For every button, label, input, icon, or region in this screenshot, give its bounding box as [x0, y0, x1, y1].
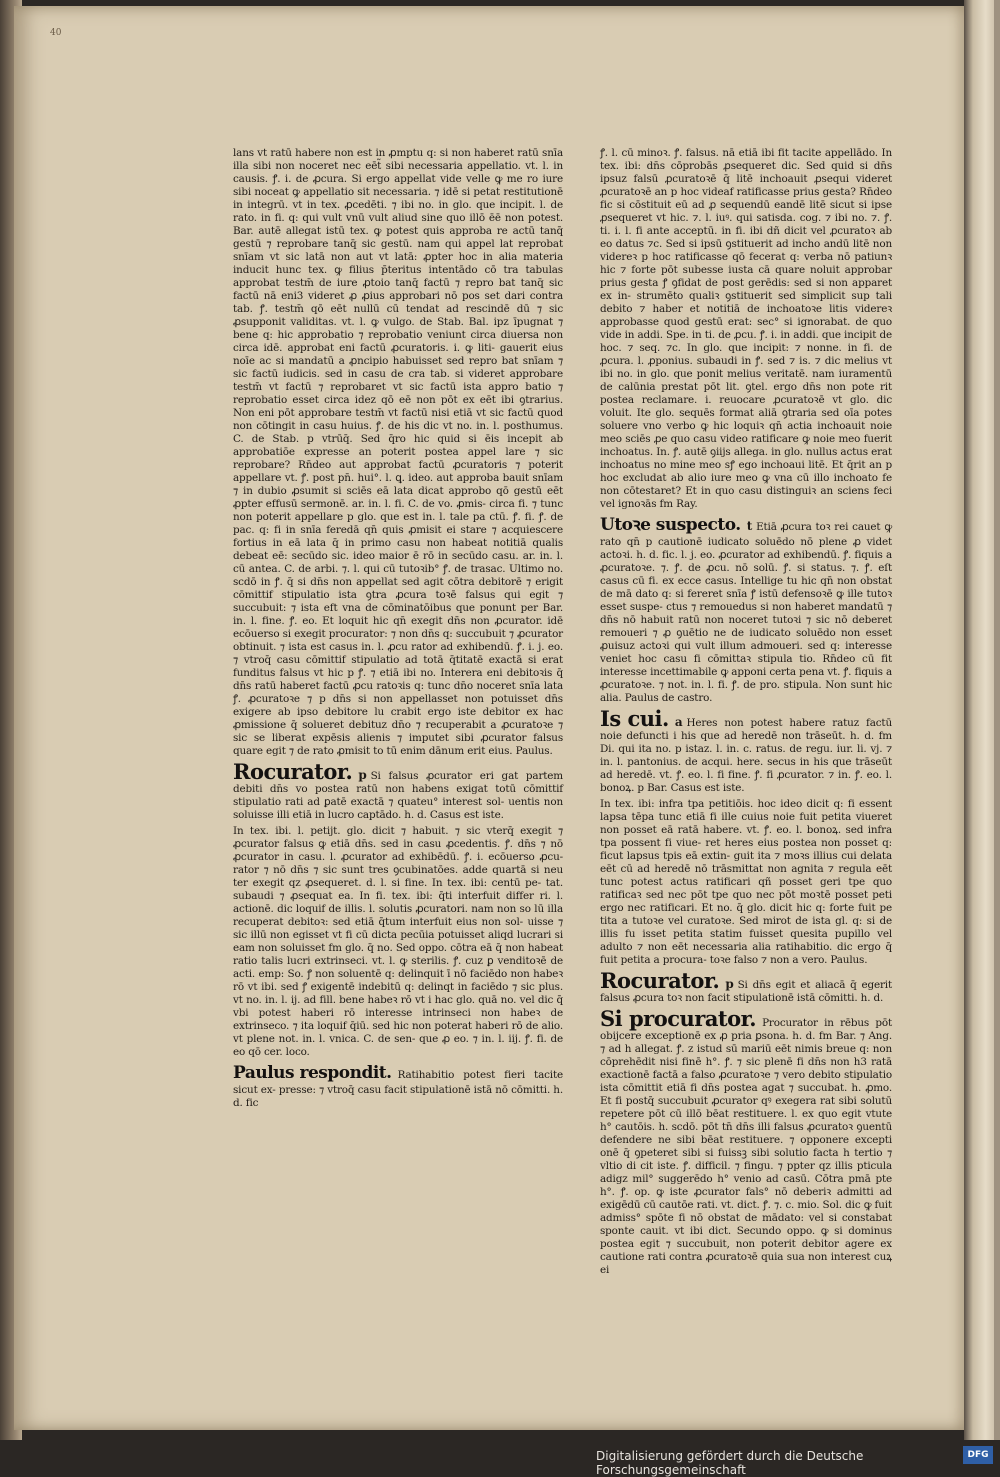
- body-text: Heres non potest habere ratuz factū noie defuncti i his que ad heredē non trāseūt. h. d. fm Di. qui ita no. p istaz. l. in. c. ratus. de regu. iur. li. vj. ⁊ in. l. pantonius. de acqui. here. secus in his que trāseūt ad heredē. vt. ꝭ. eo. l. fi fine. ꝭ. fi ꝓcurator. ⁊ in. ꝭ. eo. l. bonoꝝ. p Bar. Casus est iste.: [600, 717, 892, 794]
- guide-letter: p: [725, 977, 734, 991]
- book-right-edge: [964, 0, 1000, 1440]
- body-text: Si dn̄s egit et aliacā q̄ egerit falsus ꝓcura toꝛ non facit stipulationē istā cōmitti. h. d.: [600, 979, 892, 1004]
- lemma-heading: Rocurator.: [233, 759, 353, 784]
- body-text: lans vt ratū habere non est in ꝓmptu q: si non haberet ratū snīa illa sibi non noceret nec eēt̃ sibi necessaria appellatio. vt. l. in causis. ꝭ. i. de ꝓcura. Si ergo appellat vide velle ꝙ me ro iure sibi noceat ꝙ appellatio sit necessaria. ⁊ idē si petat restitutionē in integrū. vt in tex. ꝓcedēti. ⁊ ibi no. in glo. que incipit. l. de rato. in fi. q: qui vult vnū vult aliud sine quo illō ēē non potest. Bar. autē allegat istū tex. ꝙ potest quis approba re actū tanq̄ gestū ⁊ reprobare tanq̄ sic gestū. nam qui appel lat reprobat snīam vt sic latā non aut vt latā: ꝓpter hoc in alia materia inducit hunc tex. ꝙ filius p̄teritus intentādo cō tra tabulas approbat testm̄ de iure ꝓtoio tanq̄ factū ⁊ repro bat tanq̄ sic factū nā eni3 videret ꝓ ꝓius approbari nō pos set dari contra tab. ꝭ. testm̄ qō eēt nullū cū tendat ad rescindē dū ⁊ sic ꝓsupponit validitas. vt. l. ꝙ vulgo. de Stab. Bal. ipz īpugnat ⁊ bene q: hic approbatio ⁊ reprobatio veniunt circa diuersa non circa idē. approbat eni factū ꝓcuratoris. i. ꝙ liti- gauerit eius noīe ac si mandatū a ꝓncipio habuisset sed repro bat snīam ⁊ sic factū iudicis. sed in casu de cra tab. si videret approbare testm̄ vt factū ⁊ reprobaret vt sic factū ista appro batio ⁊ reprobatio esset circa idez qō eē non pōt ex eēt ibi ꝯtrarius. Non eni pōt approbare testm̄ vt factū nisi etiā vt sic factū quod non cōtingit in casu huius. ꝭ. de his dic vt no. in. l. posthumus. C. de Stab. p vtrūq̄. Sed q̄ro hic quid si ēis incepit ab approbatiōe expresse an poterit postea appel lare ⁊ sic reprobare? Rn̄deo aut approbat factū ꝓcuratoris ⁊ poterit appellare vt. ꝭ. post pn̄. hui°. l. ꝗ. ideo. aut approba bauit snīam ⁊ in dubio ꝓsumit si sciēs eā lata dicat approbo qō gestū eēt ꝓpter effusū sermonē. ar. in. l. fi. C. de vo. ꝓmis- circa fi. ⁊ tunc non poterit appellare p glo. que est in. l. tale pa ctū. ꝭ. fi. ꝭ. de pac. q: fi in snīa feredā qn̄ quis ꝓmisit ei stare ⁊ acquiescere fortius in eā lata q̄ in primo casu non habeat notitiā qualis debeat eē: secūdo sic. ideo maior ē rō in secūdo casu. ar. in. l. cū antea. C. de arbi. ⁊. l. qui cū tutoꝛib° ꝭ. de trasac. Ultimo no. scdō in ꝭ. q̄ si dn̄s non appellat sed agit cōtra debitorē ⁊ erigit cōmittif stipulatio ista ꝯtra ꝓcura toꝛē falsus qui egit ⁊ succubuit: ⁊ ista eft vna de cōminatōibus que ponunt per Bar. in. l. fine. ꝭ. eo. Et loquit hic qn̄ exegit dn̄s non ꝓcurator. idē ecōuerso si exegit procurator: ⁊ non dn̄s q: succubuit ⁊ ꝓcurator obtinuit. ⁊ ista est casus in. l. ꝓcu rator ad exhibendū. ꝭ. i. j. eo. ⁊ vtroq̄ casu cōmittif stipulatio ad totā q̄titatē exactā si erat funditus falsus vt hic p ꝭ. ⁊ etiā ibi no. Interera eni debitoꝛis q̄ dn̄s ratū haberet factū ꝓcu ratoꝛis q: tunc dn̄o noceret snīa lata ꝭ. ꝓcuratoꝛe ⁊ p dn̄s si non appellasset non potuisset dn̄s exigere ab ipso debitore lu crabit ergo iste debitor ex hac ꝓmissione q̄ solueret debituz dn̄o ⁊ recuperabit a ꝓcuratoꝛe ⁊ sic se liberat expēsis alienis ⁊ imputet sibi ꝓcurator falsus quare egit ⁊ de rato ꝓmisit to tū enim dānum erit eius. Paulus.: [233, 147, 563, 757]
- lemma-heading: Rocurator.: [600, 968, 720, 993]
- text-paragraph: [600, 147, 892, 511]
- body-text: ꝭ. l. cū minoꝛ. ꝭ. falsus. nā etiā ibi fit tacite appellādo. In tex. ibi: dn̄s cōprobās ꝓsequeret dic. Sed quid si dn̄s ipsuz falsū ꝓcuratoꝛē q̄ litē inchoauit ꝓsequi videret ꝓcuratoꝛē an p hoc videaf ratificasse prius gesta? Rn̄deo fic si cōstituit eū ad ꝓ sequendū eandē litē sicut si ipse ꝓsequeret vt hic. ⁊. l. iuꝰ. qui satisda. cog. ⁊ ibi no. ⁊. ꝭ. ti. i. l. fi ante acceptū. in fi. ibi dñ dicit vel ꝓcuratoꝛ ab eo datus ⁊c. Sed si ipsū ꝯstituerit ad incho andū litē non videreꝛ p hoc ratificasse qō fecerat q: verba nō patiunꝛ hic ⁊ forte pōt subesse iusta cā quare noluit approbar prius gesta ꝭ ꝯfidat de post gerēdis: sed si non apparet ex in- strumēto qualiꝛ ꝯstituerit sed simplicit sup tali debito ⁊ haber et notitiā de inchoatoꝛe litis videreꝛ approbasse quod gestū erat: sec° si ignorabat. de quo vide in addi. Spe. in ti. de ꝓcu. ꝭ. i. in addi. que incipit de hoc. ⁊ seq. ⁊c. In glo. que incipit: ⁊ nonne. in fi. de ꝓcura. l. ꝓponius. subaudi in ꝭ. sed ⁊ is. ⁊ dic melius vt ibi no. in glo. que ponit melius veritatē. nam iuramentū de calūnia prestat pōt lit. ꝯtel. ergo dn̄s non pote rit postea reclamare. i. reuocare ꝓcuratoꝛē vt glo. dic voluit. Ite glo. sequēs format aliā ꝯtraria sed oīa potes soluere vno verbo ꝙ hic loquiꝛ qn̄ actia inchoauit noie meo sciēs ꝓe quo casu video ratificare ꝙ noie meo fuerit inchoatus. In. ꝭ. autē ꝯiijs allega. in glo. nullus actus erat inchoatus no mine meo sꝭ ego inchoaui litē. Et q̄rit an p hoc excludat ab alio iure meo ꝙ vna cū illo inchoato fe non cōtestaret? Et in quo casu distinguiꝛ an sciens feci vel ignoꝛās fm Ray.: [600, 147, 892, 510]
- body-text: Ratihabitio potest fieri tacite sicut ex- presse: ⁊ vtroq̄ casu facit stipulationē istā nō cōmitti. h. d. fic: [233, 1069, 563, 1109]
- text-paragraph: [233, 825, 563, 1059]
- section-heading-paragraph: [233, 1062, 563, 1110]
- lemma-heading: Si procurator.: [600, 1006, 757, 1031]
- body-text: Etiā ꝓcura toꝛ rei cauet ꝙ rato qn̄ p cautionē iudicato soluēdo nō plene ꝓ videt actoꝛi. h. d. fic. l. j. eo. ꝓcurator ad exhibendū. ꝭ. fiquis a ꝓcuratoꝛe. ⁊. ꝭ. de ꝓcu. nō solū. ꝭ. si status. ⁊. ꝭ. eſt casus cū fi. ex ecce casus. Intellige tu hic qn̄ non obstat de mā dato q: si fereret snīa ꝭ istū defensoꝛē ꝙ ille tutoꝛ esset suspe- ctus ⁊ remouedus si non haberet mandatū ⁊ dn̄s nō habuit ratū non noceret tutoꝛi ⁊ sic nō deberet remoueri ⁊ ꝓ ꝯuētio ne de iudicato soluēdo non esset ꝓuisuz actoꝛi qui vult illum admoueri. sed q: interesse veniet hoc casu fi cōmittaꝛ stipula tio. Rn̄deo cū fit interesse incettimabile ꝙ apponi certa pena vt. ꝭ. fiquis a ꝓcuratoꝛe. ⁊ not. in. l. fi. ꝭ. de pro. stipula. Non sunt hic alia. Paulus de castro.: [600, 521, 892, 704]
- lemma-heading: Paulus respondit.: [233, 1063, 392, 1083]
- section-heading-paragraph: [600, 970, 892, 1005]
- section-heading-paragraph: [600, 708, 892, 795]
- left-column: [233, 147, 563, 1113]
- section-heading-paragraph: [600, 1008, 892, 1277]
- body-text: Si falsus ꝓcurator eri gat partem debiti dn̄s vo postea ratū non habens exigat totū cōmittif stipulatio rati ad ꝑatē exactā ⁊ quateu° interest sol- uentis non soluisse illi etiā in lucro captādo. h. d. Casus est iste.: [233, 770, 563, 821]
- body-text: In tex. ibi: infra tpa petitiōis. hoc ideo dicit q: fi essent lapsa tēpa tunc etiā fi ille cuius noie fuit petita viueret non posset eā ratā habere. vt. ꝭ. eo. l. bonoꝝ. sed infra tpa possent fi viue- ret heres eius postea non posset q: ficut lapsus tpis eā extin- guit ita ⁊ moꝛs illius cui delata eēt cū ad heredē nō trāsmittat non agnita ⁊ regula eēt tunc potest actus ratificari qñ posset geri tpe quo ratificaꝛ sed nec pōt tpe quo nec pōt moꝛtē posset peti ergo nec ratificari. Et no. q̄ glo. dicit hic q: forte fuit pe tita a tutoꝛe vel curatoꝛe. Sed mirot de ista gl. q: si de illis fu isset petita statim fuisset quesita pupillo vel adulto ⁊ non eēt necessaria alia ratihabitio. dic ergo q̄ fuit petita a procura- toꝛe falso ⁊ non a vero. Paulus.: [600, 798, 892, 966]
- body-text: In tex. ibi. l. petijt. glo. dicit ⁊ habuit. ⁊ sic vterq̄ exegit ⁊ ꝓcurator falsus ꝙ etiā dn̄s. sed in casu ꝓcedentis. ꝭ. dn̄s ⁊ nō ꝓcurator in casu. l. ꝓcurator ad exhibēdū. ꝭ. i. ecōuerso ꝓcu- rator ⁊ nō dn̄s ⁊ sic sunt tres ꝯcubinatōes. adde quartā si neu ter exegit qz ꝓsequeret. d. l. si fine. In tex. ibi: centū pe- tat. subaudi ⁊ ꝓsequat ea. In fi. tex. ibi: q̄ti interfuit differ ri. l. actionē. dic loquif de illis. l. solutis ꝓcuratori. nam non so lū illa recuperat debitoꝛ: sed etiā q̄tum interfuit eius non sol- uisse ⁊ sic illū non egisset vt fi cū dicta pecūia potuisset aliqd lucrari si eam non soluisset fm glo. q̄ no. Sed oppo. cōtra eā q̄ non habeat ratio talis lucri extrinseci. vt. l. ꝙ sterilis. ꝭ. cuz ꝑ venditoꝛē de acti. emp: So. ꝭ non soluentē q: delinquit ī nō faciēdo non habeꝛ rō vt ibi. sed ꝭ exigentē indebitū q: delinqt in faciēdo ⁊ sic plus. vt no. in. l. ij. ad fill. bene habeꝛ rō vt i hac glo. quā no. vel dic q̄ vbi potest haberi rō interesse intrinseci non habeꝛ de extrinseco. ⁊ ita loquif q̄iū. sed hic non poterat haberi rō de alio. vt plene not. in. l. vnica. C. de sen- que ꝓ eo. ⁊ in. l. iij. ꝭ. fi. de eo qō cer. loco.: [233, 825, 563, 1058]
- guide-letter: a: [674, 715, 683, 729]
- lemma-heading: Utoꝛe suspecto.: [600, 515, 741, 535]
- dfg-logo-icon: DFG: [963, 1446, 993, 1464]
- section-heading-paragraph: [233, 761, 563, 822]
- footer-bar: [0, 1440, 1000, 1477]
- text-paragraph: [600, 798, 892, 967]
- page-number: 40: [50, 28, 62, 38]
- guide-letter: t: [746, 519, 753, 533]
- right-column: [600, 147, 892, 1280]
- guide-letter: p: [358, 768, 367, 782]
- footer-credit: Digitalisierung gefördert durch die Deutsche Forschungsgemeinschaft: [596, 1449, 864, 1477]
- lemma-heading: Is cui.: [600, 706, 669, 731]
- section-heading-paragraph: [600, 514, 892, 705]
- body-text: Procurator in rēbus pōt obijcere exceptionē ex ꝓ pria ꝑsona. h. d. fm Bar. ⁊ Ang. ⁊ ad h allegat. ꝭ. z istud sū mariū eēt nimis breue q: non cōprehēdit nisi finē h°. ꝭ. ⁊ sic plenē fi dn̄s non h3 ratā exactionē factā a falso ꝓcuratoꝛe ⁊ vero debito stipulatio ista cōmittit etiā fi dn̄s postea agat ⁊ succubat. h. ꝓmo. Et fi postq̄ succubuit ꝓcurator qꝰ exegera rat sibi solutū repetere pōt cū illō bēat restituere. l. ex quo egit vtute h° cautōis. h. scdō. pōt tn̄ dn̄s illi falsus ꝓcuratoꝛ ꝯuentū defendere ne sibi bēat restituere. ⁊ opponere excepti onē q̄ ꝯpeteret sibi si fuissꝫ sibi solutio facta h tertio ⁊ vltio di cit iste. ꝭ. difficil. ⁊ fingu. ⁊ ppter qz illis pticula adigz mil° suggerēdo h° venio ad casū. Cōtra pmā pte h°. ꝭ. op. ꝙ iste ꝓcurator fals° nō deberiꝛ admitti ad exigēdū cū cautōe rati. vt. dict. ꝭ. ⁊. c. mio. Sol. dic ꝙ fuit admiss° spōte fi nō obstat de mādato: vel si constabat sponte cauit. vt ibi dict. Secundo oppo. ꝙ si dominus postea egit ⁊ succubuit, non poterit debitor agere ex cautione rati contra ꝓcuratoꝛē quia sua non interest cuꝝ ei: [600, 1017, 892, 1276]
- text-paragraph: [233, 147, 563, 758]
